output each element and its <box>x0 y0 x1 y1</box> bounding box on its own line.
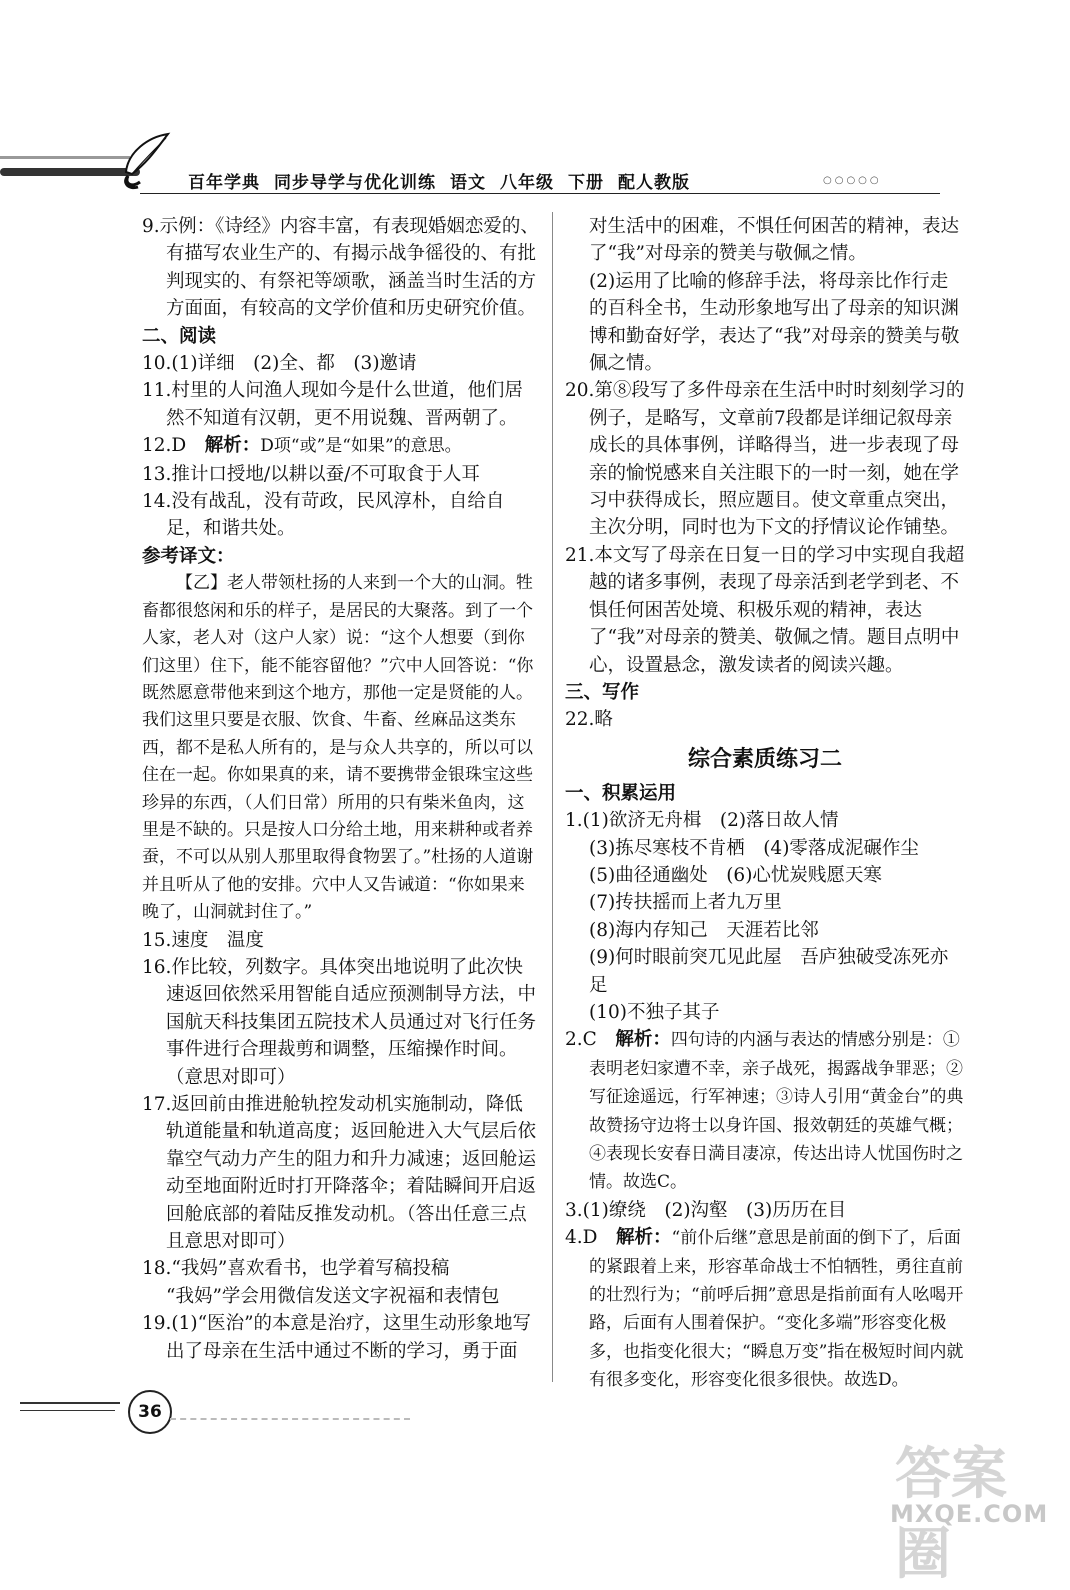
answer-q16: 16.作比较，列数字。具体突出地说明了此次快速返回依然采用智能自适应预测制导方法，中国航天科技集团五院技术人员通过对飞行任务事件进行合理裁剪和调整，压缩操作时间。（意思对即可） <box>142 956 537 1088</box>
q4-analysis: “前仆后继”意思是前面的倒下了，后面的紧跟着上来，形容革命战士不怕牺牲，勇往直前的壮烈行为；“前呼后拥”意思是指前面有人吆喝开路，后面有人围着保护。“变化多端”形容变化极多，也指变化很大；“瞬息万变”指在极短时间内就有很多变化，形容变化很多很快。故选D。 <box>589 1228 964 1391</box>
q4-analysis-label: 解析： <box>615 1227 672 1249</box>
answer-q15: 15.速度 温度 <box>142 929 264 951</box>
answer-q1-line7: (10)不独子其子 <box>589 1001 720 1023</box>
reference-translation-text: 【乙】老人带领杜扬的人来到一个大的山洞。牲畜都很悠闲和乐的样子，是居民的大聚落。到了一个人家，老人对（这户人家）说：“这个人想要（到你们这里）住下，能不能容留他？”穴中人回答说：“你既然愿意带他来到这个地方，那他一定是贤能的人。我们这里只要是衣服、饮食、牛畜、丝麻品这类东西，都不是私人所有的，是与众人共享的，所以可以住在一起。你如果真的来，请不要携带金银珠宝这些珍异的东西，（人们日常）所用的只有柴米鱼肉，这里是不缺的。只是按人口分给土地，用来耕种或者养蚕，不可以从别人那里取得食物罢了。”杜扬的人道谢并且听从了他的安排。穴中人又告诫道：“你如果来晚了，山洞就封住了。” <box>142 573 534 923</box>
answer-q1-line3: (5)曲径通幽处 (6)心忧炭贱愿天寒 <box>589 864 882 886</box>
answer-q19-part1: 19.(1)“医治”的本意是治疗，这里生动形象地写出了母亲在生活中通过不断的学习，勇于面 <box>142 1313 532 1362</box>
header-dots: ○○○○○ <box>823 175 882 186</box>
q12-analysis-label: 解析： <box>204 435 261 457</box>
answer-q19-continued: 对生活中的困难，不惧任何困苦的精神，表达了“我”对母亲的赞美与敬佩之情。 <box>589 216 960 265</box>
column-divider <box>552 212 553 1382</box>
q4-choice: 4.D <box>565 1227 616 1249</box>
watermark <box>830 1405 1060 1587</box>
page-footer <box>0 1390 600 1450</box>
answer-q14: 14.没有战乱，没有苛政，民风淳朴，自给自足，和谐共处。 <box>142 491 505 540</box>
answer-q3: 3.(1)缭绕 (2)沟壑 (3)历历在目 <box>565 1199 847 1221</box>
answer-q18-line1: 18.“我妈”喜欢看书，也学着写稿投稿 <box>142 1258 450 1280</box>
header-volume: 下册 <box>568 173 604 193</box>
section-reading: 二、阅读 <box>142 325 217 347</box>
header-grade: 八年级 <box>500 173 554 193</box>
q12-analysis: D项“或”是“如果”的意思。 <box>260 436 462 457</box>
answer-q11: 11.村里的人问渔人现如今是什么世道，他们居然不知道有汉朝，更不用说魏、晋两朝了。 <box>142 380 523 429</box>
section-writing: 三、写作 <box>565 681 640 703</box>
answer-q1-line4: (7)抟扶摇而上者九万里 <box>589 892 782 914</box>
section-accumulation: 一、积累运用 <box>565 782 677 804</box>
header-title <box>188 168 704 193</box>
reference-translation-title: 参考译文： <box>142 545 235 567</box>
watermark-logo: 答案圈 <box>895 1442 1007 1587</box>
header-series: 同步导学与优化训练 <box>274 173 436 193</box>
answer-q17: 17.返回前由推进舱轨控发动机实施制动，降低轨道能量和轨道高度；返回舱进入大气层后依靠空气动力产生的阻力和升力减速；返回舱运动至地面附近时打开降落伞；着陆瞬间开启返回舱底部的着陆反推发动机。（答出任意三点且意思对即可） <box>142 1094 537 1253</box>
answer-q2 <box>565 1026 965 1196</box>
q12-choice: 12.D <box>142 435 205 457</box>
left-column <box>142 213 540 1365</box>
answer-q13: 13.推计口授地/以耕以蚕/不可取食于人耳 <box>142 463 480 485</box>
answer-q12 <box>142 432 540 460</box>
watermark-url: MXQE.COM <box>890 1500 1049 1528</box>
answer-q1-line1: 1.(1)欲济无舟楫 (2)落日故人情 <box>565 810 839 832</box>
answer-q1-line6: (9)何时眼前突兀见此屋 吾庐独破受冻死亦足 <box>589 947 949 996</box>
page-number: 36 <box>128 1390 172 1434</box>
footer-decor-line <box>20 1402 120 1404</box>
footer-dashed-rule <box>170 1418 410 1420</box>
header-decor-line <box>0 156 130 159</box>
q2-choice: 2.C <box>565 1029 616 1051</box>
answer-q4 <box>565 1224 965 1394</box>
header-edition: 配人教版 <box>618 173 690 193</box>
right-column <box>565 213 965 1395</box>
answer-q22: 22.略 <box>565 709 613 731</box>
header-subject: 语文 <box>450 173 486 193</box>
header-rule <box>140 193 940 194</box>
page-header <box>0 120 1070 200</box>
answer-q1-line2: (3)拣尽寒枝不肯栖 (4)零落成泥碾作尘 <box>589 837 919 859</box>
answer-q9: 9.示例：《诗经》内容丰富，有表现婚姻恋爱的、有描写农业生产的、有揭示战争徭役的、有批判现实的、有祭祀等颂歌，涵盖当时生活的方方面面，有较高的文学价值和历史研究价值。 <box>142 216 539 320</box>
q2-analysis: 四句诗的内涵与表达的情感分别是：①表明老妇家遭不幸，亲子战死，揭露战争罪恶；②写征途遥远，行军神速；③诗人引用“黄金台”的典故赞扬守边将士以身许国、报效朝廷的英雄气概；④表现长安春日満目凄凉，传达出诗人忧国伤时之情。故选C。 <box>589 1030 964 1193</box>
answer-q10: 10.(1)详细 (2)全、都 (3)邀请 <box>142 353 417 375</box>
header-brand: 百年学典 <box>188 173 260 193</box>
q2-analysis-label: 解析： <box>615 1029 671 1051</box>
quill-icon <box>118 132 178 194</box>
answer-q18-line2: “我妈”学会用微信发送文字祝福和表情包 <box>166 1285 500 1307</box>
answer-q21: 21.本文写了母亲在日复一日的学习中实现自我超越的诸多事例，表现了母亲活到老学到老、不惧任何困苦处境、积极乐观的精神，表达了“我”对母亲的赞美、敬佩之情。题目点明中心，设置悬念，激发读者的阅读兴趣。 <box>565 544 965 676</box>
practice-title: 综合素质练习二 <box>687 746 842 772</box>
answer-q20: 20.第⑧段写了多件母亲在生活中时时刻刻学习的例子，是略写，文章前7段都是详细记叙母亲成长的具体事例，详略得当，进一步表现了母亲的愉悦感来自关注眼下的一时一刻，她在学习中获得成长，照应题目。使文章重点突出，主次分明，同时也为下文的抒情议论作铺垫。 <box>565 380 965 539</box>
footer-decor-line-thin <box>20 1410 115 1411</box>
answer-q1-line5: (8)海内存知己 天涯若比邻 <box>589 919 819 941</box>
answer-q19-part2: (2)运用了比喻的修辞手法，将母亲比作行走的百科全书，生动形象地写出了母亲的知识渊博和勤奋好学，表达了“我”对母亲的赞美与敬佩之情。 <box>589 270 960 375</box>
